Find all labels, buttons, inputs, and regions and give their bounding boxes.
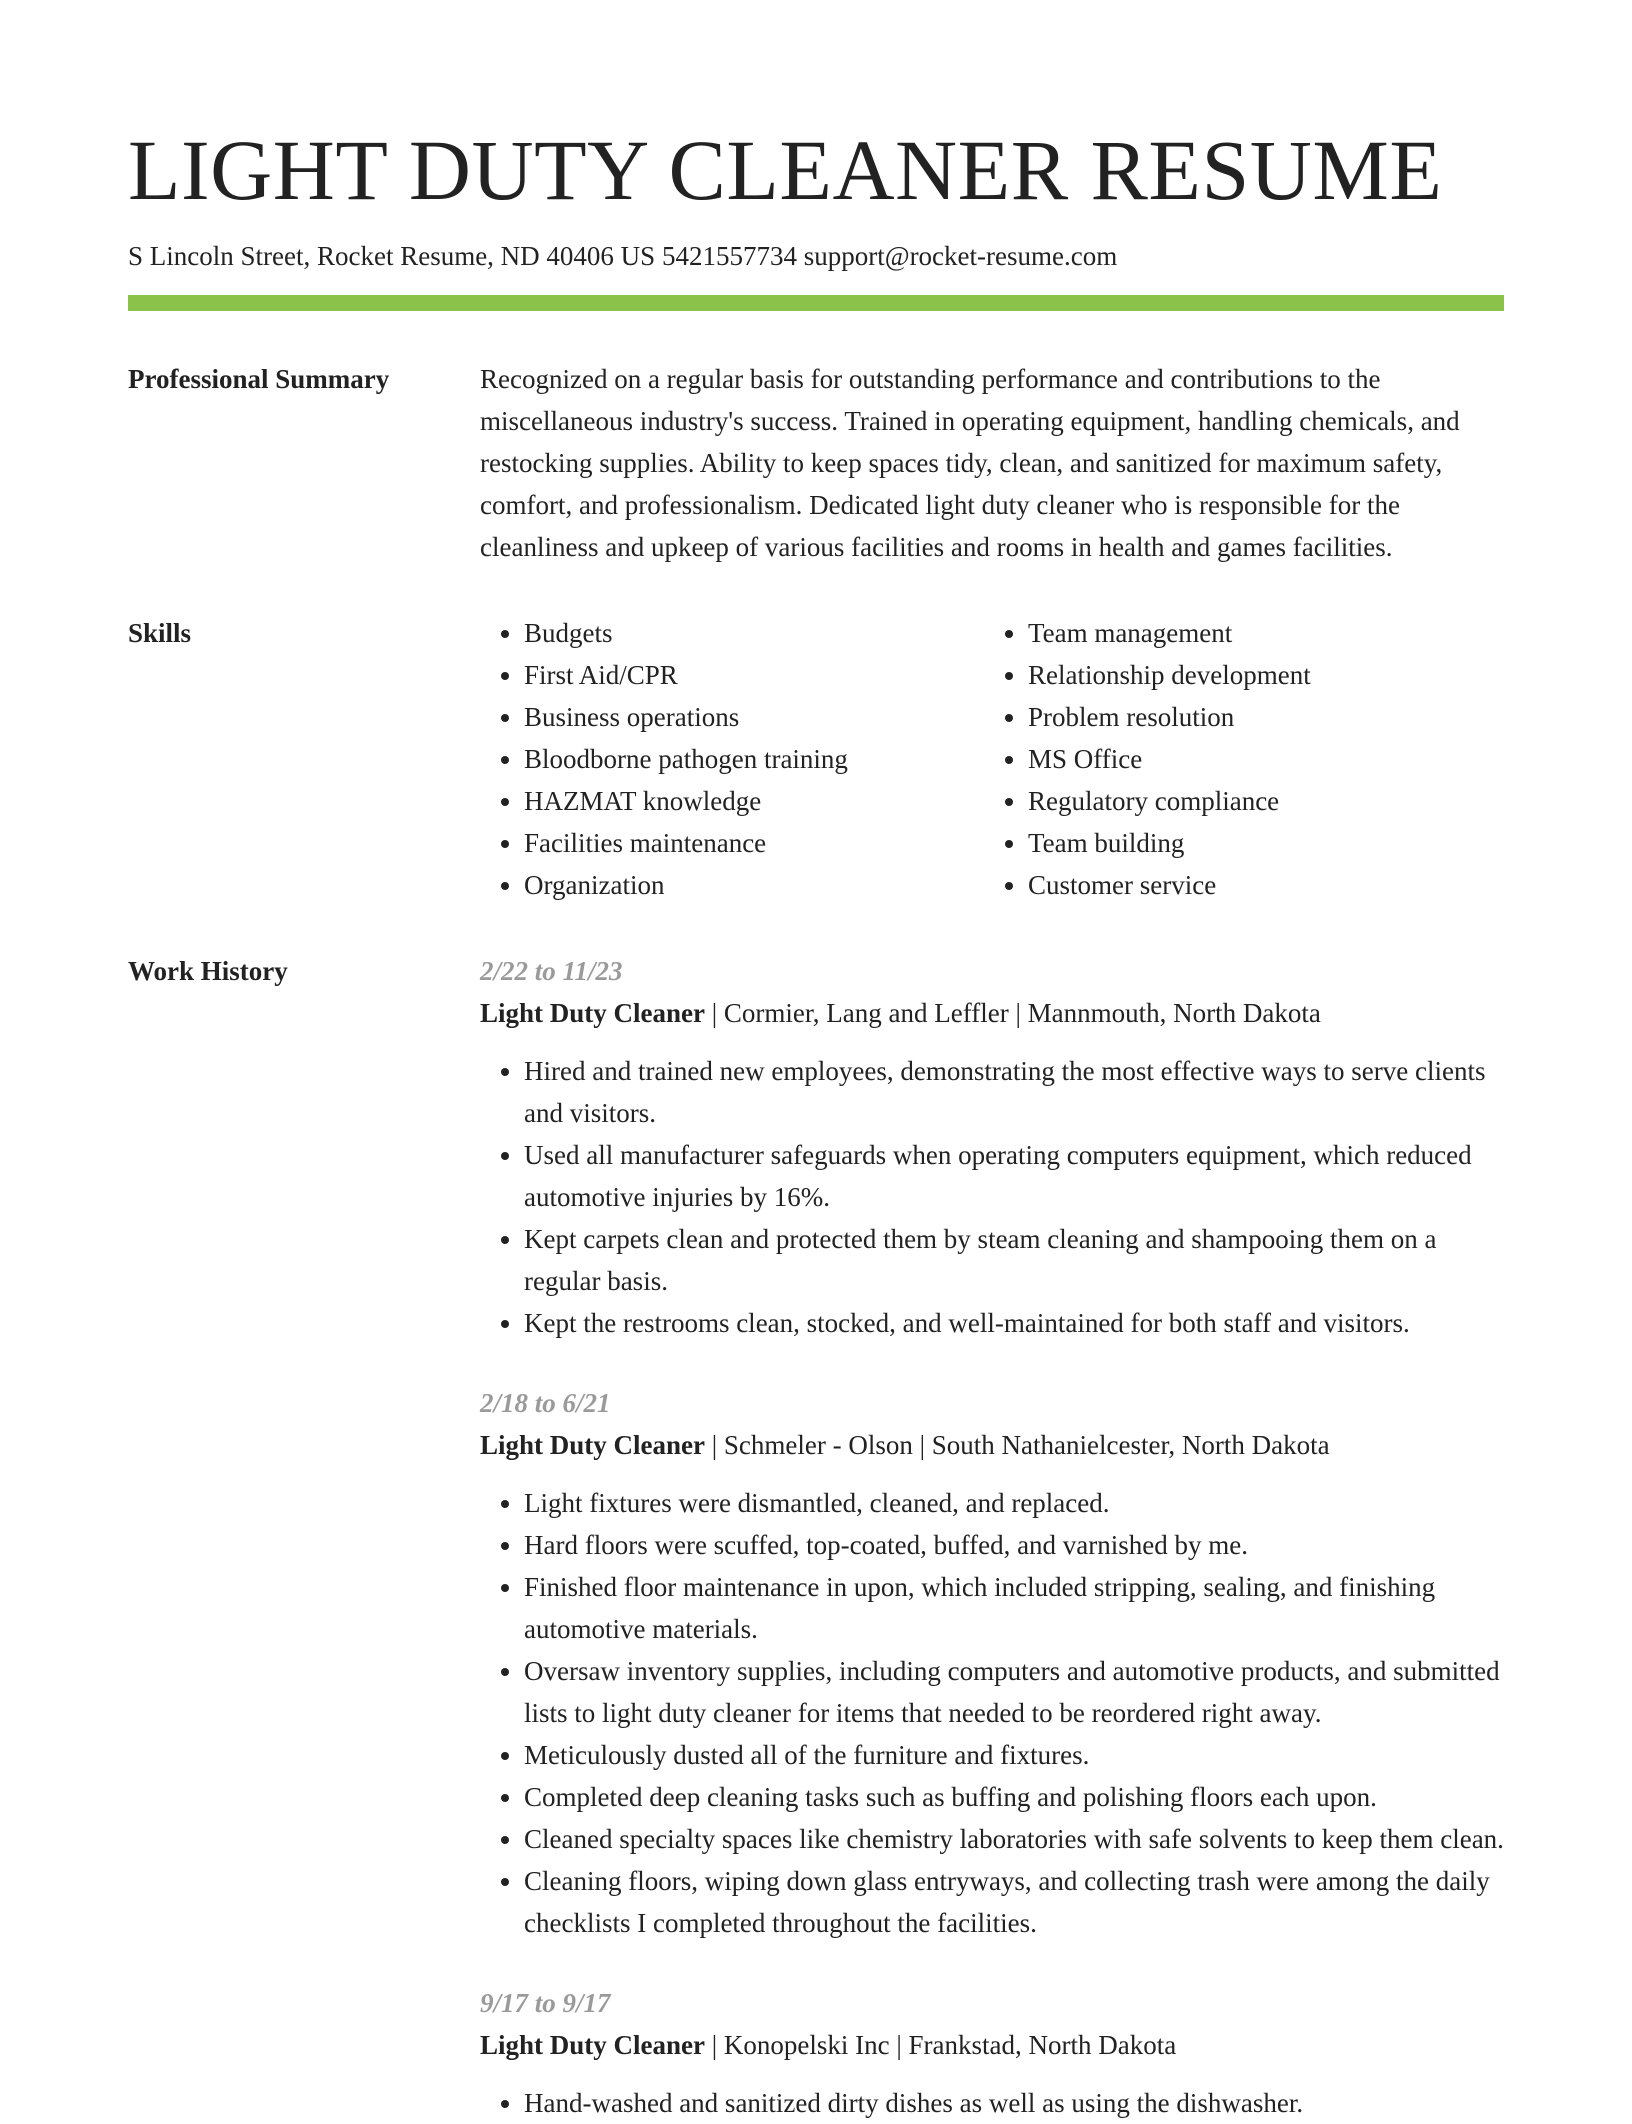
section-label-skills: Skills — [128, 618, 192, 648]
skill-item: • Regulatory compliance — [1028, 780, 1311, 822]
job-bullet: • Hired and trained new employees, demonstrating the most effective ways to serve clients and visitors. — [524, 1050, 1504, 1134]
job-bullet: • Oversaw inventory supplies, including computers and automotive products, and submitted lists to light duty cleaner for items that needed to be reordered right away. — [524, 1650, 1504, 1734]
job-bullet: • Kept carpets clean and protected them by steam cleaning and shampooing them on a regular basis. — [524, 1218, 1504, 1302]
skill-item: • Team building — [1028, 822, 1311, 864]
job-bullet: • Light fixtures were dismantled, cleaned, and replaced. — [524, 1482, 1504, 1524]
skill-item: • HAZMAT knowledge — [524, 780, 984, 822]
work-history-section — [128, 956, 1504, 2124]
job-bullets — [480, 2082, 1504, 2124]
skill-item: • Facilities maintenance — [524, 822, 984, 864]
job-bullet: • Finished floor maintenance in upon, which included stripping, sealing, and finishing automotive materials. — [524, 1566, 1504, 1650]
skill-item: • Budgets — [524, 612, 984, 654]
job-employer-location: | Konopelski Inc | Frankstad, North Dakota — [705, 2030, 1177, 2060]
skill-item: • Bloodborne pathogen training — [524, 738, 984, 780]
accent-divider — [128, 295, 1504, 311]
resume-page — [128, 0, 1504, 2124]
skill-item: • Relationship development — [1028, 654, 1311, 696]
skill-item: • MS Office — [1028, 738, 1311, 780]
job-bullet: • Cleaned specialty spaces like chemistry laboratories with safe solvents to keep them clean. — [524, 1818, 1504, 1860]
job-bullets — [480, 1482, 1504, 1944]
professional-summary-section — [128, 364, 1504, 568]
job-bullet: • Cleaning floors, wiping down glass entryways, and collecting trash were among the daily checklists I completed throughout the facilities. — [524, 1860, 1504, 1944]
job-entry — [480, 1382, 1504, 1944]
job-dates: 2/18 to 6/21 — [480, 1388, 611, 1418]
skill-item: • Customer service — [1028, 864, 1311, 906]
job-entry — [480, 950, 1504, 1344]
job-bullet: • Completed deep cleaning tasks such as buffing and polishing floors each upon. — [524, 1776, 1504, 1818]
job-dates: 2/22 to 11/23 — [480, 956, 623, 986]
job-bullet: • Hand-washed and sanitized dirty dishes as well as using the dishwasher. — [524, 2082, 1504, 2124]
job-bullet: • Meticulously dusted all of the furniture and fixtures. — [524, 1734, 1504, 1776]
job-dates: 9/17 to 9/17 — [480, 1988, 611, 2018]
job-bullet: • Kept the restrooms clean, stocked, and well-maintained for both staff and visitors. — [524, 1302, 1504, 1344]
job-heading — [480, 2024, 1504, 2066]
resume-title: LIGHT DUTY CLEANER RESUME — [128, 122, 1443, 218]
job-employer-location: | Schmeler - Olson | South Nathanielcester, North Dakota — [705, 1430, 1330, 1460]
skills-list-left — [480, 612, 984, 906]
skills-list-right — [984, 612, 1311, 906]
job-title: Light Duty Cleaner — [480, 2030, 705, 2060]
job-heading — [480, 992, 1504, 1034]
skill-item: • Business operations — [524, 696, 984, 738]
job-entry — [480, 1982, 1504, 2124]
job-title: Light Duty Cleaner — [480, 1430, 705, 1460]
section-label-work-history: Work History — [128, 956, 288, 986]
skills-grid — [480, 612, 1504, 906]
contact-info: S Lincoln Street, Rocket Resume, ND 40406 US 5421557734 support@rocket-resume.com — [128, 241, 1118, 271]
skill-item: • Organization — [524, 864, 984, 906]
summary-text: Recognized on a regular basis for outstanding performance and contributions to the miscellaneous industry's success. Trained in operating equipment, handling chemicals, and restocking supplies. Ability to keep spaces tidy, clean, and sanitized for maximum safety, comfort, and professionalism. Dedicated light duty cleaner who is responsible for the cleanliness and upkeep of various facilities and rooms in health and games facilities. — [480, 364, 1460, 562]
skill-item: • First Aid/CPR — [524, 654, 984, 696]
job-bullet: • Used all manufacturer safeguards when operating computers equipment, which reduced automotive injuries by 16%. — [524, 1134, 1504, 1218]
job-bullet: • Hard floors were scuffed, top-coated, buffed, and varnished by me. — [524, 1524, 1504, 1566]
skill-item: • Team management — [1028, 612, 1311, 654]
job-bullets — [480, 1050, 1504, 1344]
skill-item: • Problem resolution — [1028, 696, 1311, 738]
job-employer-location: | Cormier, Lang and Leffler | Mannmouth, North Dakota — [705, 998, 1321, 1028]
section-label-summary: Professional Summary — [128, 364, 390, 394]
job-title: Light Duty Cleaner — [480, 998, 705, 1028]
skills-section — [128, 618, 1504, 906]
job-heading — [480, 1424, 1504, 1466]
